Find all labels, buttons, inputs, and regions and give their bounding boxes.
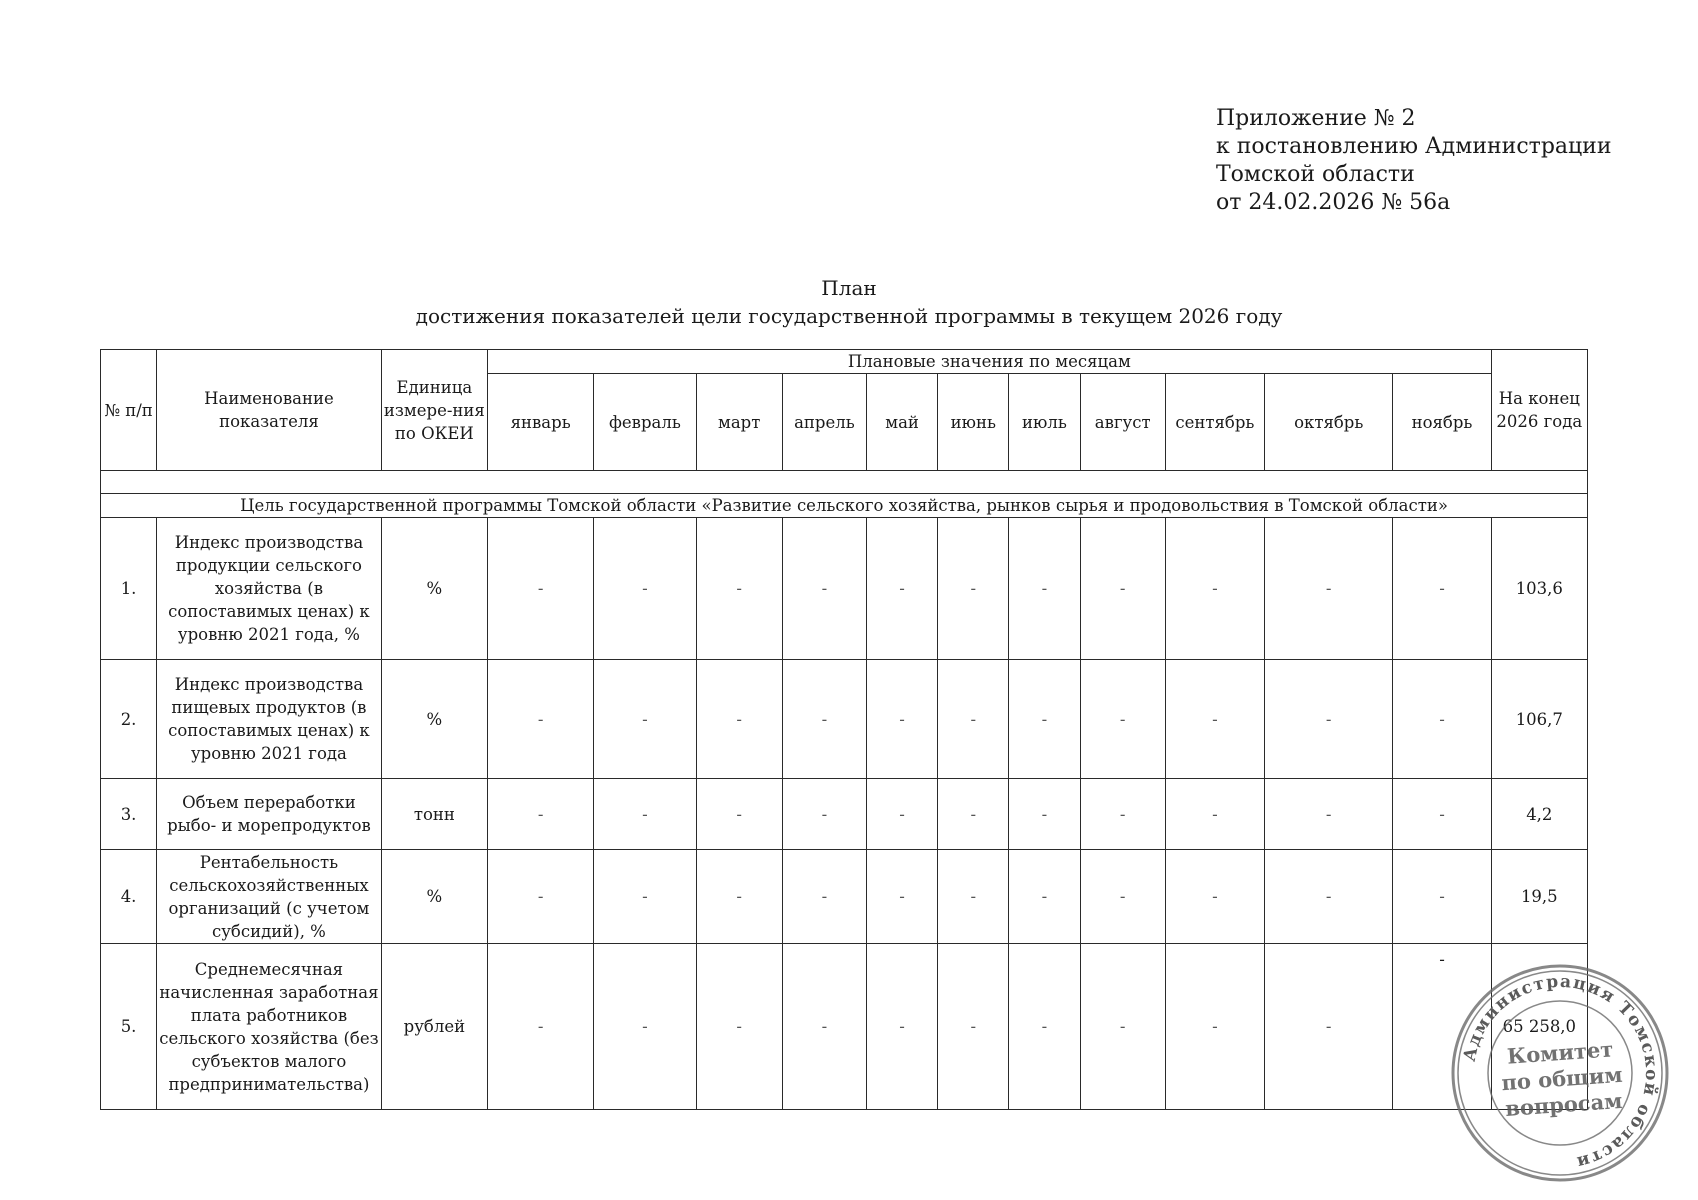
goal-row [101, 494, 1588, 518]
month-value-cell: - [1080, 944, 1165, 1110]
month-header: ноябрь [1393, 374, 1491, 471]
unit-cell: рублей [381, 944, 487, 1110]
month-value-cell: - [1165, 850, 1264, 944]
unit-cell: тонн [381, 779, 487, 850]
appendix-date: от 24.02.2026 № 56а [1216, 190, 1451, 215]
table-row [101, 518, 1588, 660]
month-header: апрель [782, 374, 866, 471]
month-value-cell: - [488, 660, 594, 779]
end-of-year-value: 4,2 [1491, 779, 1587, 850]
table-row [101, 779, 1588, 850]
stamp-line: по общим [1500, 1061, 1624, 1096]
month-value-cell: - [1165, 518, 1264, 660]
month-value-cell: - [594, 850, 696, 944]
month-header: сентябрь [1165, 374, 1264, 471]
month-value-cell: - [1080, 660, 1165, 779]
month-value-cell: - [867, 660, 938, 779]
appendix-resolution: к постановлению Администрации [1216, 134, 1612, 159]
month-value-cell: - [1393, 518, 1491, 660]
month-value-cell: - [594, 518, 696, 660]
end-of-year-value: 106,7 [1491, 660, 1587, 779]
end-of-year-value: 19,5 [1491, 850, 1587, 944]
header-num: № п/п [101, 350, 157, 471]
month-value-cell: - [867, 518, 938, 660]
month-value-cell: - [938, 850, 1009, 944]
stamp-line: вопросам [1504, 1087, 1624, 1121]
month-value-cell: - [1080, 779, 1165, 850]
month-value-cell: - [594, 660, 696, 779]
month-value-cell: - [1009, 518, 1080, 660]
row-number: 2. [101, 660, 157, 779]
stamp-line: Комитет [1506, 1036, 1615, 1069]
indicator-name: Индекс производства продукции сельского хозяйства (в сопоставимых ценах) к уровню 2021 года, % [157, 518, 382, 660]
month-header: май [867, 374, 938, 471]
indicator-name: Индекс производства пищевых продуктов (в сопоставимых ценах) к уровню 2021 года [157, 660, 382, 779]
month-value-dash: - [1439, 950, 1445, 969]
indicator-name: Рентабельность сельскохозяйственных организаций (с учетом субсидий), % [157, 850, 382, 944]
month-value-cell: - [594, 779, 696, 850]
month-value-cell: - [1265, 779, 1393, 850]
month-value-cell: - [1009, 779, 1080, 850]
blank-row [101, 471, 1588, 494]
table-row [101, 850, 1588, 944]
title-subtitle: достижения показателей цели государственной программы в текущем 2026 году [415, 304, 1283, 328]
month-value-cell: - [938, 518, 1009, 660]
month-value-cell: - [1265, 850, 1393, 944]
month-value-cell: - [1165, 660, 1264, 779]
unit-cell: % [381, 850, 487, 944]
month-header: март [696, 374, 782, 471]
row-number: 4. [101, 850, 157, 944]
month-value-cell: - [488, 850, 594, 944]
blank-cell [101, 471, 1588, 494]
month-header: июнь [938, 374, 1009, 471]
month-value-cell: - [782, 660, 866, 779]
month-value-cell: - [782, 850, 866, 944]
row-number: 5. [101, 944, 157, 1110]
month-value-cell: - [1009, 850, 1080, 944]
plan-table [100, 349, 1588, 1110]
indicator-name: Объем переработки рыбо- и морепродуктов [157, 779, 382, 850]
month-value-cell: - [938, 944, 1009, 1110]
row-number: 1. [101, 518, 157, 660]
month-value-cell: - [782, 944, 866, 1110]
month-value-cell: - [938, 779, 1009, 850]
month-value-cell: - [1009, 660, 1080, 779]
row-number: 3. [101, 779, 157, 850]
indicator-name: Среднемесячная начисленная заработная плата работников сельского хозяйства (без субъектов малого предпринимательства) [157, 944, 382, 1110]
document-title [0, 274, 1698, 330]
month-value-cell: - [1165, 944, 1264, 1110]
header-monthly: Плановые значения по месяцам [488, 350, 1492, 374]
month-value-cell: - [867, 779, 938, 850]
end-of-year-value: 65 258,0 [1491, 944, 1587, 1110]
month-header: январь [488, 374, 594, 471]
month-value-cell: - [782, 518, 866, 660]
month-value-cell: - [782, 779, 866, 850]
month-value-cell: - [488, 944, 594, 1110]
month-value-cell: - [1393, 660, 1491, 779]
month-value-cell: - [867, 944, 938, 1110]
month-value-cell: - [1265, 660, 1393, 779]
header-row [101, 350, 1588, 374]
month-value-cell: - [1009, 944, 1080, 1110]
month-value-cell: - [488, 518, 594, 660]
goal-cell: Цель государственной программы Томской области «Развитие сельского хозяйства, рынков сырья и продовольствия в Томской области» [101, 494, 1588, 518]
end-of-year-value: 103,6 [1491, 518, 1587, 660]
month-value-cell: - [1080, 518, 1165, 660]
table-body [101, 518, 1588, 1110]
month-value-cell: - [696, 779, 782, 850]
appendix-region: Томской области [1216, 162, 1415, 187]
stamp-center [1494, 1036, 1629, 1123]
month-value-cell: - [488, 779, 594, 850]
table-row [101, 944, 1588, 1110]
appendix-block [1216, 105, 1612, 217]
month-value-cell: - [1393, 850, 1491, 944]
month-value-cell: - [696, 660, 782, 779]
month-value-cell: - [1165, 779, 1264, 850]
month-value-cell: - [1393, 779, 1491, 850]
month-value-cell: - [1080, 850, 1165, 944]
unit-cell: % [381, 518, 487, 660]
title-main: План [821, 276, 877, 300]
header-unit: Единица измере-ния по ОКЕИ [381, 350, 487, 471]
month-header: февраль [594, 374, 696, 471]
month-value-cell: - [867, 850, 938, 944]
month-value-cell: - [1265, 518, 1393, 660]
month-value-cell: - [1265, 944, 1393, 1110]
month-value-cell: - [696, 518, 782, 660]
appendix-number: Приложение № 2 [1216, 106, 1416, 131]
month-value-cell: - [594, 944, 696, 1110]
unit-cell: % [381, 660, 487, 779]
month-value-cell: - [696, 850, 782, 944]
header-end-of-year: На конец 2026 года [1491, 350, 1587, 471]
month-header: июль [1009, 374, 1080, 471]
table-row [101, 660, 1588, 779]
stamp-ring-text: Администрация Томской области [1459, 971, 1662, 1173]
month-value-cell: - [696, 944, 782, 1110]
header-name: Наименование показателя [157, 350, 382, 471]
month-value-cell [1393, 944, 1491, 1110]
month-value-cell: - [938, 660, 1009, 779]
month-header: октябрь [1265, 374, 1393, 471]
month-header: август [1080, 374, 1165, 471]
